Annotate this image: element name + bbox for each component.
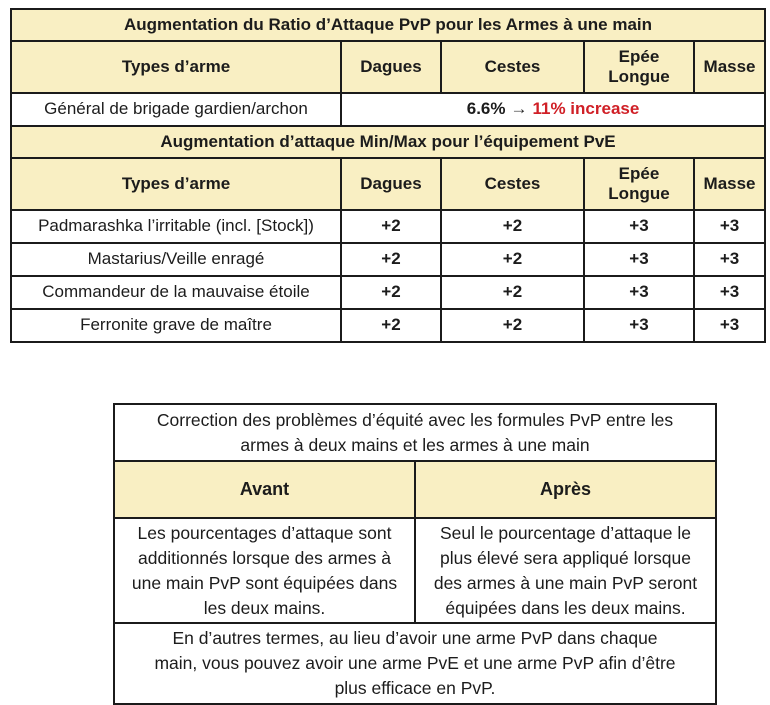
column-header-before: Avant [114,461,415,518]
column-header-weapon-type: Types d’arme [11,41,341,93]
row-label: Ferronite grave de maître [11,309,341,342]
column-header-masse: Masse [694,41,765,93]
stat-value: +3 [584,210,694,243]
column-header-weapon-type: Types d’arme [11,158,341,210]
table-row [11,158,765,210]
column-header-dagues: Dagues [341,158,441,210]
column-header-epee-longue [584,41,694,93]
column-header-epee-longue [584,158,694,210]
column-header-cestes: Cestes [441,158,584,210]
stat-value: +3 [694,210,765,243]
arrow-right-icon: → [510,99,528,119]
row-label: Commandeur de la mauvaise étoile [11,276,341,309]
section-title-pvp-ratio: Augmentation du Ratio d’Attaque PvP pour les Armes à une main [11,9,765,41]
stat-value: +3 [584,309,694,342]
stat-value: +2 [441,276,584,309]
section-title-pve-minmax: Augmentation d’attaque Min/Max pour l’équipement PvE [11,126,765,158]
stat-value: +2 [441,243,584,276]
stat-value: +2 [341,309,441,342]
weapon-attack-table [10,8,766,343]
after-description: Seul le pourcentage d’attaque le plus élevé sera appliqué lorsque des armes à une main PvP seront équipées dans les deux mains. [415,518,716,623]
table-row [11,243,765,276]
table-row [114,461,716,518]
column-header-dagues: Dagues [341,41,441,93]
row-label: Padmarashka l’irritable (incl. [Stock]) [11,210,341,243]
ratio-row-label: Général de brigade gardien/archon [11,93,341,126]
stat-value: +2 [441,210,584,243]
fairness-table-title-text: Correction des problèmes d’équité avec les formules PvP entre les armes à deux mains et les armes à une main [156,409,674,455]
column-header-epee-longue-label: Epée Longue [608,163,670,203]
stat-value: +2 [341,276,441,309]
ratio-value-before: 6.6% [466,99,506,119]
column-header-masse: Masse [694,158,765,210]
column-header-after: Après [415,461,716,518]
table-row [11,210,765,243]
table-row [11,41,765,93]
stat-value: +2 [341,210,441,243]
table-row [11,9,765,41]
stat-value: +3 [584,243,694,276]
note-text: En d’autres termes, au lieu d’avoir une arme PvP dans chaque main, vous pouvez avoir une arme PvE et une arme PvP afin d’être plus efficace en PvP. [154,628,676,699]
table-row [114,623,716,704]
stat-value: +2 [441,309,584,342]
column-header-epee-longue-label: Epée Longue [608,46,670,86]
ratio-value-after: 11% increase [532,99,640,119]
stat-value: +3 [694,309,765,342]
row-label: Mastarius/Veille enragé [11,243,341,276]
table-row [11,276,765,309]
before-description: Les pourcentages d’attaque sont additionnés lorsque des armes à une main PvP sont équipées dans les deux mains. [114,518,415,623]
fairness-table-title [114,404,716,461]
stat-value: +2 [341,243,441,276]
stat-value: +3 [694,243,765,276]
pvp-fairness-table [113,403,717,705]
stat-value: +3 [584,276,694,309]
table-row [11,309,765,342]
table-row [114,518,716,623]
table-row [11,93,765,126]
table-row [114,404,716,461]
ratio-row-value [341,93,765,126]
table-row [11,126,765,158]
note-cell [114,623,716,704]
stat-value: +3 [694,276,765,309]
column-header-cestes: Cestes [441,41,584,93]
